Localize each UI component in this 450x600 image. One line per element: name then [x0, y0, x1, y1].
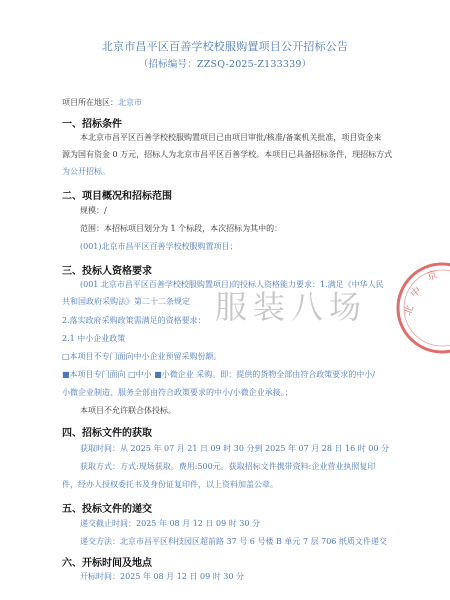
section-heading-4: 四、招标文件的获取	[62, 428, 152, 439]
section-heading-3: 三、投标人资格要求	[62, 266, 152, 277]
s3-req-5: □本项目不专门面向中小企业预留采购份额。	[62, 352, 222, 361]
s3-req-6: ■本项目专门面向 □中小 ■小微企业 采购。即：提供的货物全部由符合政策要求的中小/	[62, 370, 375, 379]
s3-req-8: 本项目不允许联合体投标。	[80, 406, 176, 415]
svg-text:北: 北	[402, 303, 417, 318]
s4-get-method: 获取方式：方式:现场获取。费用:500元。获取招标文件携带资料:企业营业执照复印	[80, 462, 376, 471]
svg-text:京: 京	[425, 269, 439, 283]
section-heading-1: 一、招标条件	[62, 119, 122, 130]
s3-req-1: (001 北京市昌平区百善学校校服购置项目)的投标人资格能力要求：1.满足《中华人民	[80, 280, 384, 289]
svg-text:中: 中	[408, 285, 424, 301]
s4-get-method-2: 件，经办人授权委托书及身份证复印件，以上资料加盖公章。	[62, 480, 278, 489]
s2-scale: 规模：/	[80, 206, 107, 215]
s5-place: 递交方法：北京市昌平区科技园区超前路 37 号 6 号楼 B 单元 7 层 706 纸质文件递交	[80, 537, 387, 546]
region-value[interactable]: 北京市	[118, 98, 142, 107]
s2-scope: 范围：本招标项目划分为 1 个标段，本次招标为其中的：	[80, 224, 283, 233]
tender-number: （招标编号：ZZSQ-2025-Z133339）	[138, 59, 312, 70]
red-seal-stamp	[392, 258, 450, 358]
s1-text-a: 本北京市昌平区百善学校校服购置项目已由项目审批/核准/备案机关批准，项目资金来	[80, 133, 382, 142]
region-line	[62, 98, 142, 108]
s5-deadline: 递交截止时间：2025 年 08 月 12 日 09 时 30 分	[80, 519, 260, 528]
section-heading-5: 五、投标文件的递交	[62, 504, 152, 515]
section-heading-6: 六、开标时间及地点	[62, 558, 152, 569]
s3-req-7: 小微企业制造、服务全部由符合政策要求的中小/小微企业承接。；	[62, 388, 293, 397]
s1-para-line-2: 源为国有资金 0 万元，招标人为北京市昌平区百善学校。本项目已具备招标条件，现招标方式	[62, 150, 393, 159]
s3-req-3: 2.落实政府采购政策需满足的资格要求：	[62, 316, 206, 325]
region-label: 项目所在地区：	[62, 98, 118, 107]
s3-req-2: 共和国政府采购法》第二十二条规定	[62, 297, 190, 306]
s4-get-time: 获取时间：从 2025 年 07 月 21 日 09 时 30 分到 2025 年 07 月 28 日 16 时 00 分	[80, 444, 390, 453]
s3-req-4: 2.1 中小企业政策	[62, 334, 126, 343]
s2-lot: (001)北京市昌平区百善学校校服购置项目；	[80, 242, 238, 251]
watermark-text: 服装八场	[215, 288, 368, 326]
section-heading-2: 二、项目概况和招标范围	[62, 191, 172, 202]
doc-title: 北京市昌平区百善学校校服购置项目公开招标公告	[101, 40, 349, 53]
s1-para-line-3: 为公开招标。	[62, 167, 110, 176]
s6-open-time: 开标时间：2025 年 08 月 12 日 09 时 30 分	[80, 572, 244, 581]
s1-para-line-1	[80, 133, 381, 143]
